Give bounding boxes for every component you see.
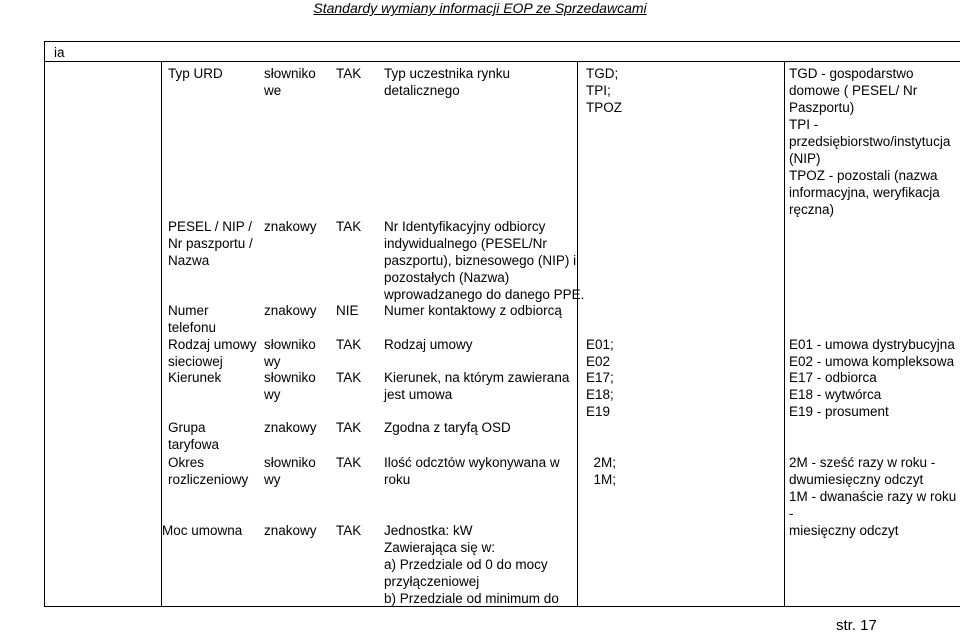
table-row-separator — [44, 61, 960, 62]
field-name: Typ URD — [168, 66, 223, 81]
field-values: E17; E18; E19 — [586, 370, 614, 419]
field-type: słowniko wy — [264, 337, 316, 369]
field-description: Nr Identyfikacyjny odbiorcy indywidualnego (PESEL/Nr paszportu), biznesowego (NIP) i pozostałych (Nazwa) wprowadzanego do danego PPE. — [384, 219, 585, 302]
table-column-separator — [577, 61, 578, 606]
field-description: Rodzaj umowy — [384, 337, 473, 352]
field-type: słowniko wy — [264, 370, 316, 402]
field-description: Jednostka: kW Zawierająca się w: a) Przedziale od 0 do mocy przyłączeniowej b) Przedziale od minimum do — [384, 523, 559, 606]
field-required: TAK — [336, 455, 362, 470]
field-required: TAK — [336, 337, 362, 352]
field-required: TAK — [336, 66, 362, 81]
field-values: TGD; TPI; TPOZ — [586, 66, 622, 115]
field-description: Typ uczestnika rynku detalicznego — [384, 66, 511, 98]
field-name: Numer telefonu — [168, 303, 217, 335]
document-header: Standardy wymiany informacji EOP ze Sprzedawcami — [313, 0, 647, 16]
field-name: Kierunek — [168, 370, 222, 385]
page-number: str. 17 — [836, 617, 877, 634]
field-type: znakowy — [264, 219, 317, 234]
table-left-border — [44, 41, 45, 606]
field-required: TAK — [336, 420, 362, 435]
table-top-border — [44, 41, 960, 42]
field-notes: E17 - odbiorca E18 - wytwórca E19 - prosument — [789, 370, 889, 419]
field-name: Rodzaj umowy sieciowej — [168, 337, 257, 369]
field-notes: TGD - gospodarstwo domowe ( PESEL/ Nr Paszportu) TPI - przedsiębiorstwo/instytucja (NIP) TPOZ - pozostali (nazwa informacyjna, weryfikacja ręczna) — [789, 66, 951, 217]
field-type: znakowy — [264, 303, 317, 318]
field-name: Grupa taryfowa — [168, 420, 220, 452]
field-name: Moc umowna — [162, 523, 243, 538]
field-description: Ilość odcztów wykonywana w roku — [384, 455, 560, 487]
field-values: 2M; 1M; — [593, 455, 616, 487]
field-type: znakowy — [264, 523, 317, 538]
field-description: Zgodna z taryfą OSD — [384, 420, 511, 435]
field-required: TAK — [336, 523, 362, 538]
field-values: E01; E02 — [586, 337, 614, 369]
field-notes: 2M - sześć razy w roku - dwumiesięczny odczyt 1M - dwanaście razy w roku - miesięczny odczyt — [789, 455, 957, 538]
field-type: słowniko we — [264, 66, 316, 98]
field-description: Numer kontaktowy z odbiorcą — [384, 303, 562, 318]
field-name: Okres rozliczeniowy — [168, 455, 249, 487]
field-type: słowniko wy — [264, 455, 316, 487]
top-row-label: ia — [54, 45, 65, 60]
field-description: Kierunek, na którym zawierana jest umowa — [384, 370, 570, 402]
field-required: NIE — [336, 303, 359, 318]
field-type: znakowy — [264, 420, 317, 435]
table-column-separator — [784, 61, 785, 606]
field-name: PESEL / NIP / Nr paszportu / Nazwa — [168, 219, 253, 268]
field-notes: E01 - umowa dystrybucyjna E02 - umowa kompleksowa — [789, 337, 955, 369]
field-required: TAK — [336, 370, 362, 385]
field-required: TAK — [336, 219, 362, 234]
